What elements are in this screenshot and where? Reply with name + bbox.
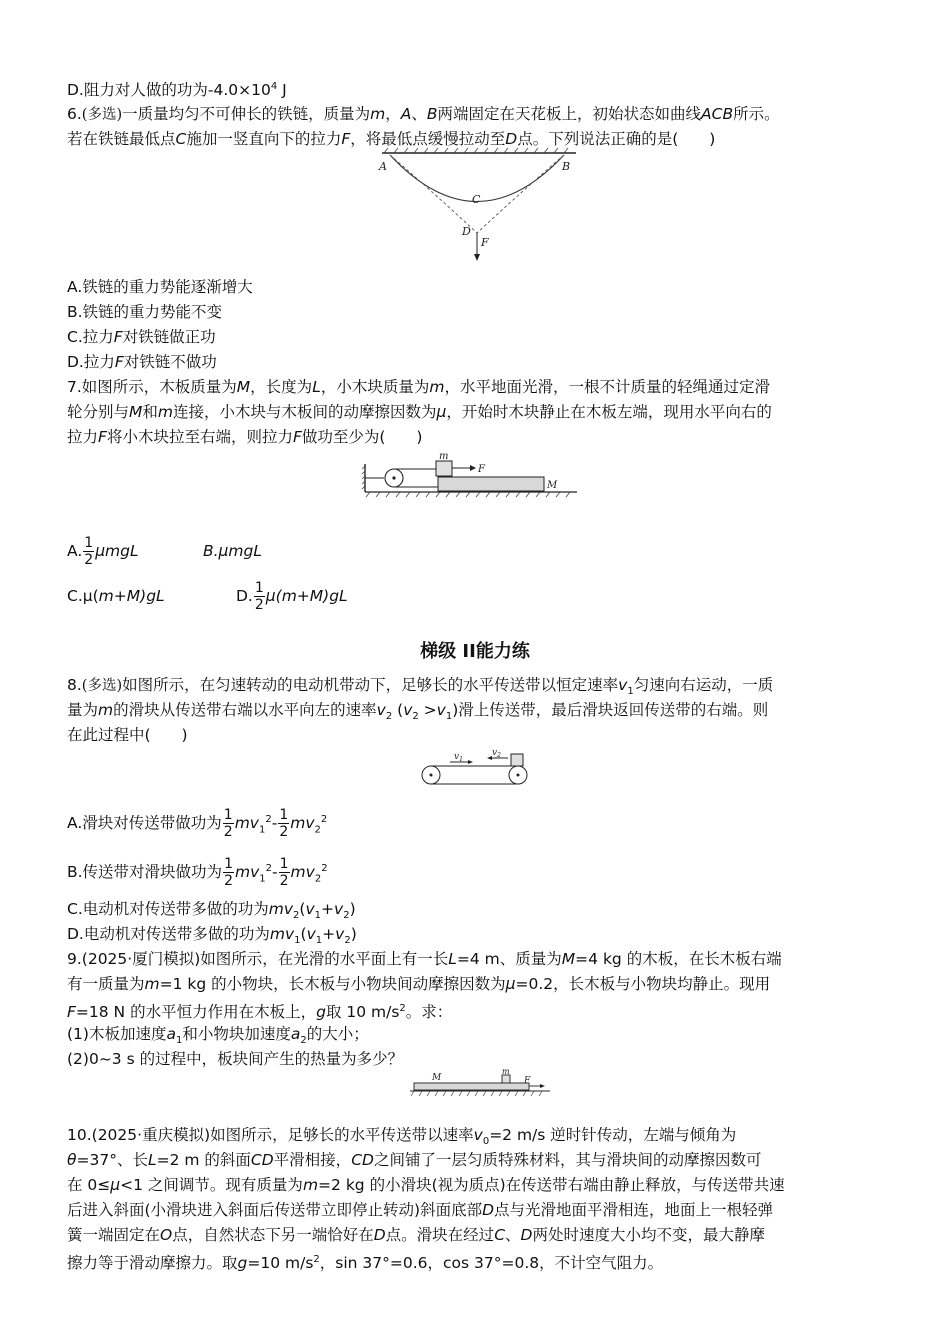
q6-stem-line1: 6.(多选)一质量均匀不可伸长的铁链，质量为m，A、B两端固定在天花板上，初始状态如曲线ACB所示。 [67,105,780,123]
q8-stem-line3: 在此过程中( ) [67,726,188,744]
section-heading: 梯级 II能力练 [420,641,530,662]
svg-text:v1: $v_1$ [454,752,463,763]
q7-stem-line1: 7.如图所示，木板质量为M，长度为L，小木块质量为m，水平地面光滑，一根不计质量的轻绳通过定滑 [67,378,770,396]
block-m [502,1075,510,1083]
q7-stem-line2: 轮分别与M和m连接，小木块与木板间的动摩擦因数为μ，开始时木块静止在木板左端，现用水平向右的 [67,403,772,421]
q8-option-a: A.滑块对传送带做功为 $\frac{1}{2}$ $mv_1^2-$ $\frac{1}{2}$ $mv_2^2$ [67,807,328,841]
q9-stem-line2: 有一质量为m=1 kg 的小物块，长木板与小物块间动摩擦因数为μ=0.2，长木板与小物块均静止。现用 [67,975,771,993]
svg-text:m: m [439,451,449,462]
q6-option-d: D.拉力F对铁链不做功 [67,353,217,371]
svg-text:m: m [502,1067,510,1076]
svg-text:A: A [379,160,387,173]
svg-text:B: B [562,160,571,173]
q8-option-d: D.电动机对传送带多做的功为$mv_1(v_1+v_2)$ [67,925,357,947]
q5-option-d: D.阻力对人做的功为$-4.0\times 10^4$ J [67,81,287,100]
svg-text:F: F [524,1076,531,1086]
q8-conveyor-figure [418,750,532,790]
q8-option-b: B.传送带对滑块做功为 $\frac{1}{2}$ $mv_1^2-$ $\frac{1}{2}$ $mv_2^2$ [67,856,328,890]
q10-stem-line1: 10.(2025·重庆模拟)如图所示，足够长的水平传送带以速率$v_0=2$ m/s 逆时针传动，左端与倾角为 [67,1126,737,1148]
svg-text:F: F [481,236,489,249]
q9-board-figure [410,1067,550,1102]
q7-stem-line3: 拉力F将小木块拉至右端，则拉力F做功至少为( ) [67,428,423,446]
q10-stem-line3: 在 0≤μ<1 之间调节。现有质量为m=2 kg 的小滑块(视为质点)在传送带右端由静止释放，与传送带共速 [67,1176,785,1194]
q10-stem-line4: 后进入斜面(小滑块进入斜面后传送带立即停止转动)斜面底部D点与光滑地面平滑相连，地面上一根轻弹 [67,1201,774,1219]
q6-stem-line2: 若在铁链最低点C施加一竖直向下的拉力F，将最低点缓慢拉动至D点。下列说法正确的是( ) [67,130,716,148]
board-M [414,1083,529,1090]
q9-question-1: (1)木板加速度$a_1$和小物块加速度$a_2$的大小； [67,1025,369,1047]
q9-stem-line3: F=18 N 的水平恒力作用在木板上，g取 10 $m/s^2$。求： [67,1003,453,1022]
svg-text:M: M [547,480,558,491]
q8-option-c: C.电动机对传送带多做的功为$mv_2(v_1+v_2)$ [67,900,356,922]
q6-option-b: B.铁链的重力势能不变 [67,303,223,321]
q8-stem-line1: 8.(多选)如图所示，在匀速转动的电动机带动下，足够长的水平传送带以恒定速率$v_1$匀速向右运动，一质 [67,676,774,698]
q10-stem-line2: θ=37°、长L=2 m 的斜面CD平滑相接，CD之间铺了一层匀质特殊材料，其与滑块间的动摩擦因数可 [67,1151,762,1169]
svg-text:M: M [432,1073,442,1083]
slider-block [511,754,523,766]
q7-option-c: C.μ(m+M)gL [67,587,165,605]
q6-option-c: C.拉力F对铁链做正功 [67,328,216,346]
svg-text:v2: $v_2$ [492,748,501,759]
svg-text:C: C [472,193,481,206]
q6-chain-figure [374,148,584,263]
q6-option-a: A.铁链的重力势能逐渐增大 [67,278,253,296]
q9-question-2: (2)0~3 s 的过程中，板块间产生的热量为多少？ [67,1050,404,1068]
svg-text:F: F [478,464,485,475]
svg-text:D: D [462,225,471,238]
q10-stem-line6: 擦力等于滑动摩擦力。取g=10 $m/s^2$，sin 37°=0.6，cos 37°=0.8，不计空气阻力。 [67,1254,664,1273]
q7-option-b: B.μmgL [203,542,262,560]
block-m [436,461,452,476]
q10-stem-line5: 簧一端固定在O点，自然状态下另一端恰好在D点。滑块在经过C、D两处时速度大小均不变，最大静摩 [67,1226,765,1244]
q8-stem-line2: 量为m的滑块从传送带右端以水平向左的速率$v_2$ $(v_2 >v_1)$滑上传送带，最后滑块返回传送带的右端。则 [67,701,769,723]
q7-pulley-figure [362,450,587,500]
board-M [438,477,544,491]
q7-option-a: A. $\frac{1}{2}$ μmgL [67,535,139,568]
q7-option-d: D. $\frac{1}{2}$ μ(m+M)gL [236,580,348,613]
q9-stem-line1: 9.(2025·厦门模拟)如图所示，在光滑的水平面上有一长L=4 m、质量为M=4 kg 的木板，在长木板右端 [67,950,782,968]
